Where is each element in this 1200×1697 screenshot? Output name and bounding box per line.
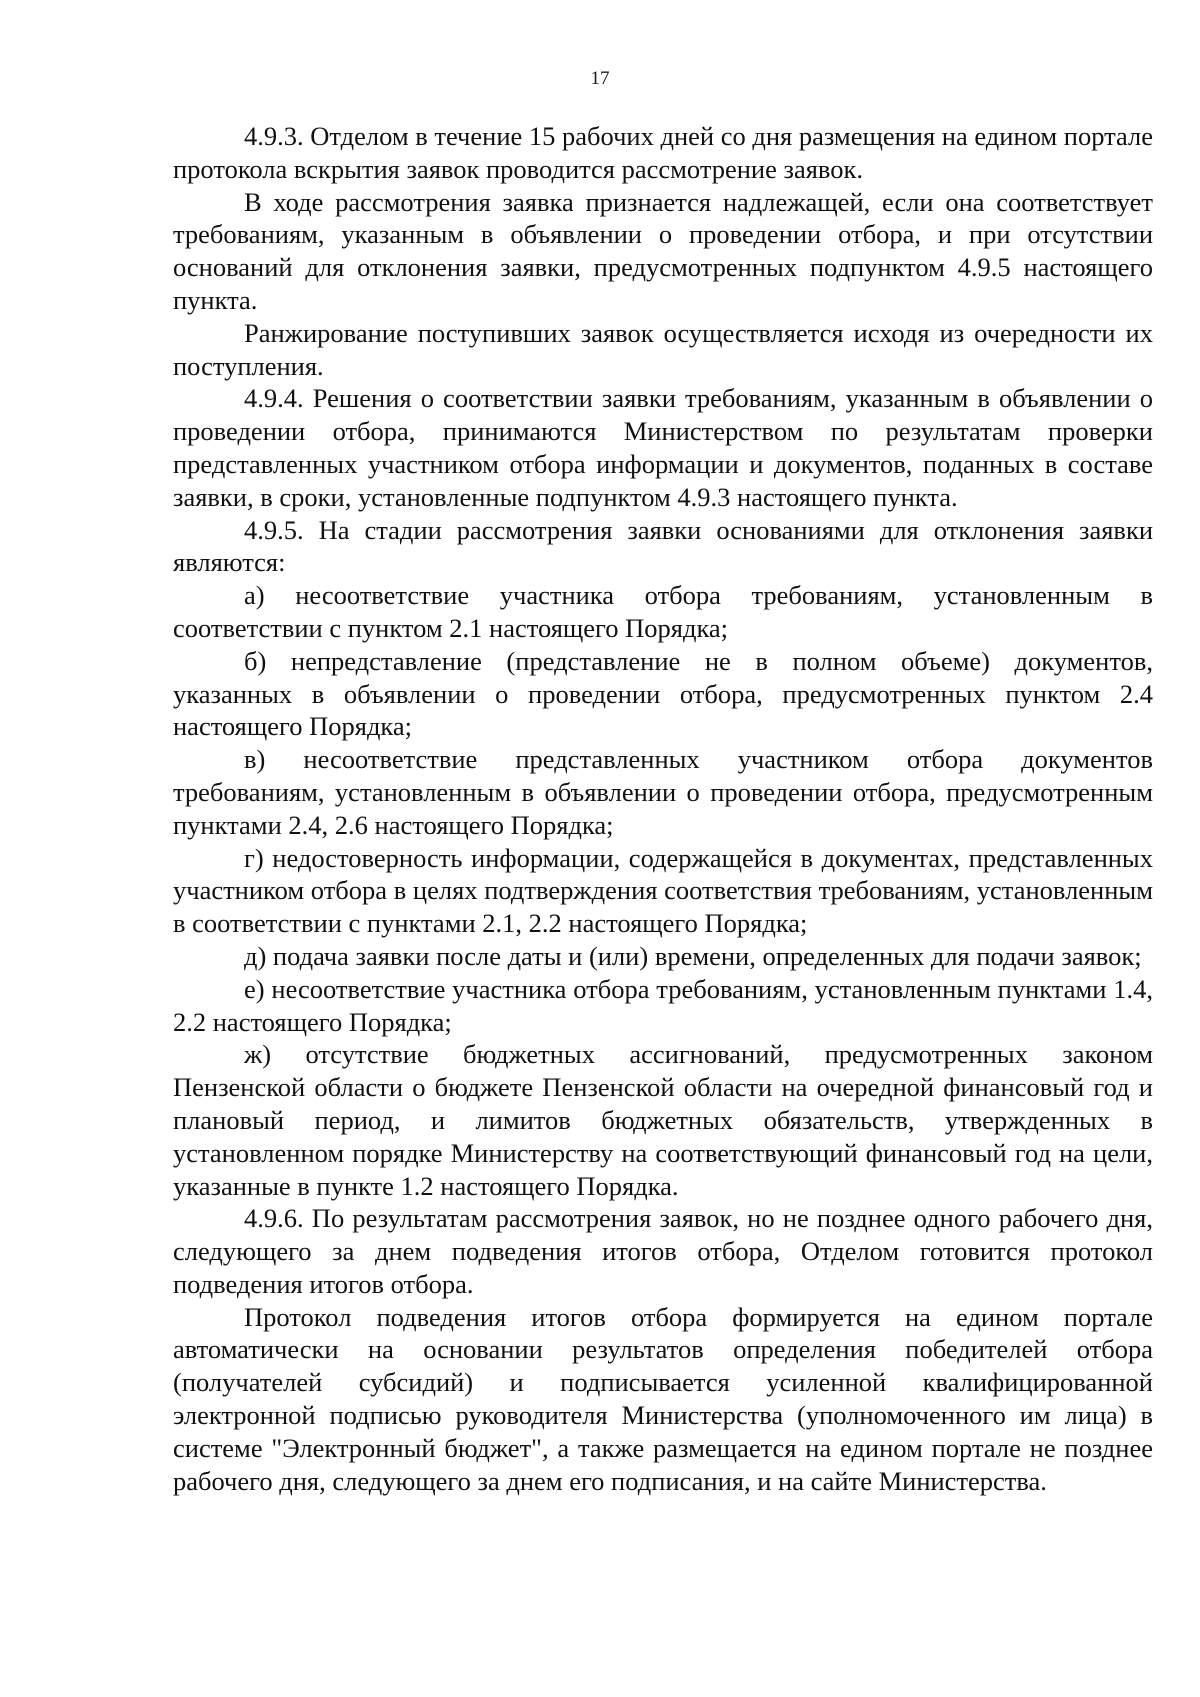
list-item-d: д) подача заявки после даты и (или) времени, определенных для подачи заявок; [244,940,1142,971]
list-item-e: е) несоответствие участника отбора требованиям, установленным пунктами 1.4, 2.2 настоящего Порядка; [173,973,1153,1037]
paragraph-4-9-5: 4.9.5. На стадии рассмотрения заявки основаниями для отклонения заявки являются: [173,514,1153,578]
paragraph-ranking: Ранжирование поступивших заявок осуществляется исходя из очередности их поступления. [173,317,1153,381]
paragraph-4-9-6: 4.9.6. По результатам рассмотрения заявок, но не позднее одного рабочего дня, следующего за днем подведения итогов отбора, Отделом готовится протокол подведения итогов отбора. [173,1203,1153,1299]
list-item-v: в) несоответствие представленных участником отбора документов требованиям, установленным в объявлении о проведении отбора, предусмотренным пунктами 2.4, 2.6 настоящего Порядка; [173,744,1153,840]
paragraph-review-compliance: В ходе рассмотрения заявка признается надлежащей, если она соответствует требованиям, указанным в объявлении о проведении отбора, и при отсутствии оснований для отклонения заявки, предусмотренных подпунктом 4.9.5 настоящего пункта. [173,186,1153,315]
list-item-b: б) непредставление (представление не в полном объеме) документов, указанных в объявлении о проведении отбора, предусмотренных пунктом 2.4 настоящего Порядка; [173,645,1153,742]
page-number: 17 [590,68,610,89]
paragraph-4-9-3: 4.9.3. Отделом в течение 15 рабочих дней со дня размещения на едином портале протокола вскрытия заявок проводится рассмотрение заявок. [173,121,1153,184]
document-body [173,120,1153,1497]
list-item-g: г) недостоверность информации, содержащейся в документах, представленных участником отбора в целях подтверждения соответствия требованиям, установленным в соответствии с пунктами 2.1, 2.2 настоящего Порядка; [173,842,1153,939]
paragraph-4-9-4: 4.9.4. Решения о соответствии заявки требованиям, указанным в объявлении о проведении отбора, принимаются Министерством по результатам проверки представленных участником отбора информации и документов, поданных в составе заявки, в сроки, установленные подпунктом 4.9.3 настоящего пункта. [173,383,1153,512]
list-item-zh: ж) отсутствие бюджетных ассигнований, предусмотренных законом Пензенской области о бюджете Пензенской области на очередной финансовый год и плановый период, и лимитов бюджетных обязательств, утвержденных в установленном порядке Министерству на соответствующий финансовый год на цели, указанные в пункте 1.2 настоящего Порядка. [173,1039,1153,1201]
paragraph-protocol-formation: Протокол подведения итогов отбора формируется на едином портале автоматически на основании результатов определения победителей отбора (получателей субсидий) и подписывается усиленной квалифицированной электронной подписью руководителя Министерства (уполномоченного им лица) в системе "Электронный бюджет", а также размещается на едином портале не позднее рабочего дня, следующего за днем его подписания, и на сайте Министерства. [173,1301,1153,1496]
list-item-a: а) несоответствие участника отбора требованиям, установленным в соответствии с пунктом 2.1 настоящего Порядка; [173,580,1153,643]
